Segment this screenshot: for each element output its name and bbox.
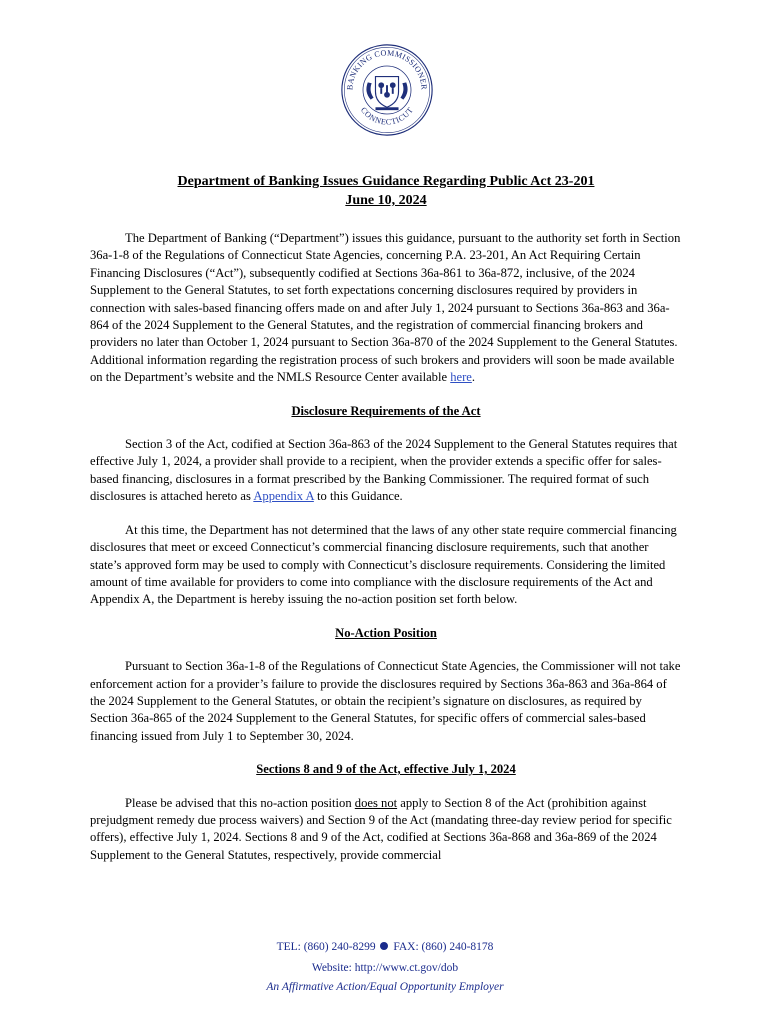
- disclosure-p1-end: to this Guidance.: [313, 489, 403, 504]
- footer-employer: An Affirmative Action/Equal Opportunity Employer: [266, 981, 504, 993]
- appendix-a-link[interactable]: Appendix A: [253, 489, 314, 504]
- footer-tel: TEL: (860) 240-8299: [276, 941, 376, 953]
- footer-website: Website: http://www.ct.gov/dob: [311, 962, 459, 974]
- footer-fax: FAX: (860) 240-8178: [393, 941, 494, 953]
- footer-contact: [0, 941, 770, 953]
- svg-text:CONNECTICUT: CONNECTICUT: [358, 105, 416, 127]
- sections-8-9-paragraph: [90, 795, 682, 865]
- section-heading-sections-8-9: Sections 8 and 9 of the Act, effective July 1, 2024: [256, 762, 516, 777]
- document-date: June 10, 2024: [345, 193, 427, 208]
- section-heading-no-action: No-Action Position: [335, 625, 437, 640]
- page-title: Department of Banking Issues Guidance Regarding Public Act 23-201: [177, 174, 595, 189]
- intro-end: .: [471, 370, 476, 385]
- bullet-icon: [380, 942, 388, 950]
- does-not-emphasis: does not: [354, 795, 398, 810]
- disclosure-paragraph-2: At this time, the Department has not determined that the laws of any other state require commercial financing disclosures that meet or exceed Connecticut’s commercial financing disclosure requirements, such that another state’s approved form may be used to comply with Connecticut’s disclosure requirements. Considering the limited amount of time available for providers to come into compliance with the disclosure requirements of the Act and Appendix A, the Department is hereby issuing the no-action position set forth below.: [90, 522, 677, 607]
- sections-8-9-text-a: Please be advised that this no-action position: [125, 795, 355, 810]
- banking-commissioner-seal: [339, 42, 435, 138]
- svg-text:BANKING COMMISSIONER: BANKING COMMISSIONER: [345, 48, 429, 91]
- section-heading-disclosure: Disclosure Requirements of the Act: [291, 403, 481, 418]
- no-action-paragraph: Pursuant to Section 36a-1-8 of the Regulations of Connecticut State Agencies, the Commissioner will not take enforcement action for a provider’s failure to provide the disclosures required by Sections 36a-863 and 36a-864 of the 2024 Supplement to the General Statutes, or obtain the recipient’s signature on disclosures, as required by Section 36a-865 of the 2024 Supplement to the General Statutes, for specific offers of commercial sales-based financing issued from July 1 to September 30, 2024.: [90, 659, 681, 743]
- disclosure-paragraph-1: [90, 436, 682, 506]
- disclosure-p1-text: Section 3 of the Act, codified at Section 36a-863 of the 2024 Supplement to the General Statutes requires that effective July 1, 2024, a provider shall provide to a recipient, when the provider extends a specific offer for sales-based financing, disclosures in a format prescribed by the Banking Commissioner. The required format of such disclosures is attached hereto as: [90, 437, 678, 504]
- intro-paragraph: [90, 230, 682, 387]
- sections-8-9-text-b: apply to Section 8 of the Act (prohibition against prejudgment remedy due process waivers) and Section 9 of the Act (mandating three-day review period for specific offers), effective July 1, 2024. Sections 8 and 9 of the Act, codified at Sections 36a-868 and 36a-869 of the 2024 Supplement to the General Statutes, respectively, provide commercial: [90, 795, 672, 862]
- here-link[interactable]: here: [450, 370, 472, 385]
- document-body: [90, 172, 682, 864]
- intro-text: The Department of Banking (“Department”) issues this guidance, pursuant to the authority set forth in Section 36a-1-8 of the Regulations of Connecticut State Agencies, concerning P.A. 23-201, An Act Requiring Certain Financing Disclosures (“Act”), subsequently codified at Sections 36a-861 to 36a-872, inclusive, of the 2024 Supplement to the General Statutes, to set forth expectations concerning disclosures required by providers in connection with sales-based financing offers made on and after July 1, 2024 pursuant to Sections 36a-863 and 36a-864 of the 2024 Supplement to the General Statutes, and the registration of commercial financing brokers and providers no later than October 1, 2024 pursuant to Section 36a-870 of the 2024 Supplement to the General Statutes. Additional information regarding the registration process of such brokers and providers will soon be made available on the Department’s website and the NMLS Resource Center available: [90, 231, 681, 385]
